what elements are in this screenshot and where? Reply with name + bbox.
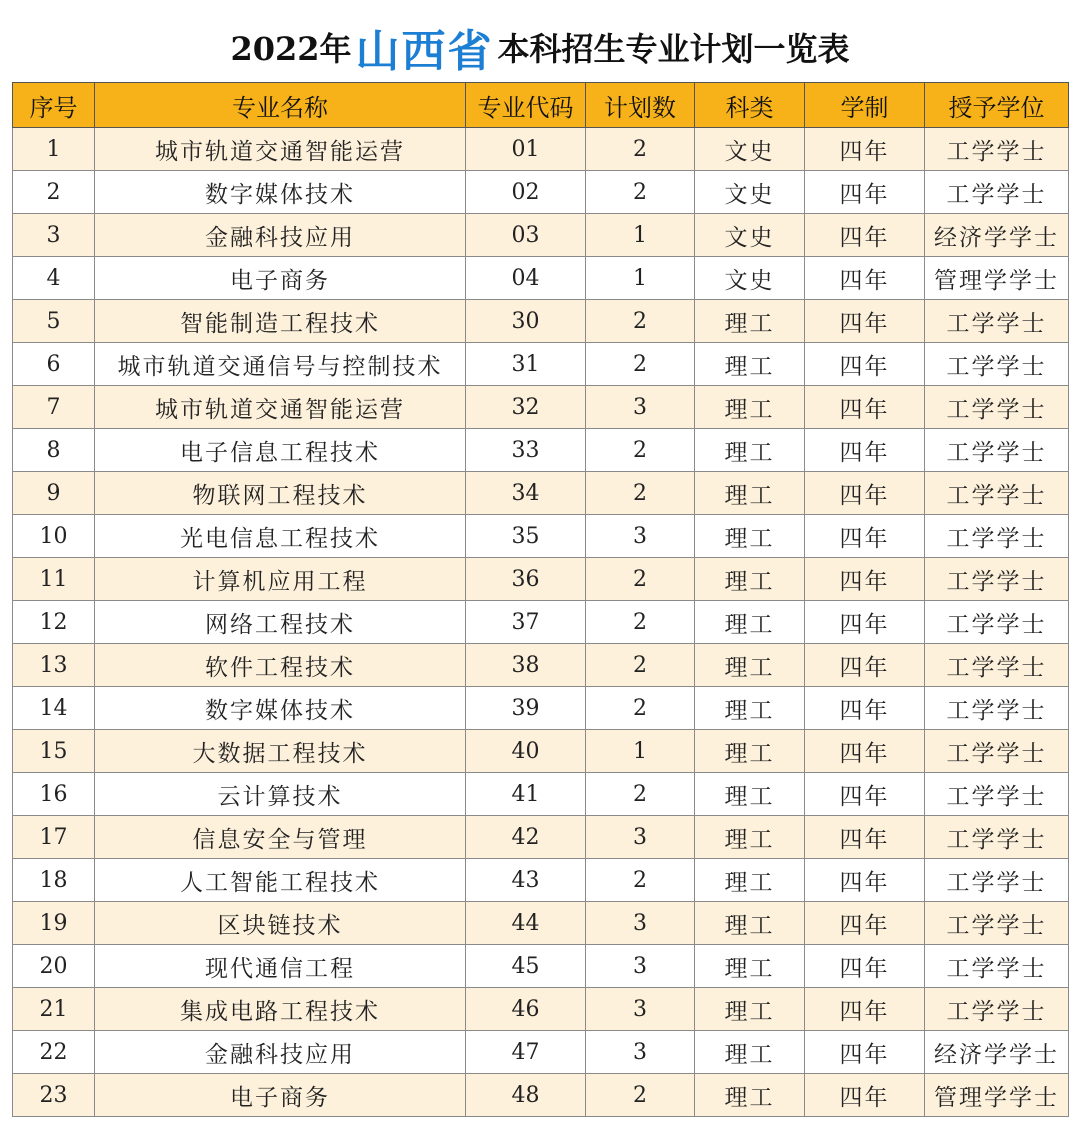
- cell-serial: 20: [13, 945, 95, 988]
- cell-degree: 工学学士: [925, 386, 1069, 429]
- cell-duration: 四年: [805, 1031, 925, 1074]
- cell-plan-count: 3: [586, 902, 695, 945]
- cell-duration: 四年: [805, 687, 925, 730]
- cell-category: 理工: [695, 859, 805, 902]
- cell-degree: 管理学学士: [925, 1074, 1069, 1117]
- cell-major-code: 35: [466, 515, 586, 558]
- cell-major-name: 数字媒体技术: [95, 687, 466, 730]
- cell-serial: 22: [13, 1031, 95, 1074]
- cell-major-name: 智能制造工程技术: [95, 300, 466, 343]
- table-row: [13, 214, 1069, 257]
- table-row: [13, 902, 1069, 945]
- header-serial: 序号: [13, 83, 95, 128]
- cell-major-name: 现代通信工程: [95, 945, 466, 988]
- cell-category: 文史: [695, 128, 805, 171]
- cell-serial: 17: [13, 816, 95, 859]
- table-row: [13, 1031, 1069, 1074]
- table-row: [13, 171, 1069, 214]
- cell-plan-count: 3: [586, 988, 695, 1031]
- cell-plan-count: 2: [586, 429, 695, 472]
- cell-degree: 工学学士: [925, 945, 1069, 988]
- cell-major-name: 区块链技术: [95, 902, 466, 945]
- cell-duration: 四年: [805, 730, 925, 773]
- cell-category: 理工: [695, 1074, 805, 1117]
- cell-serial: 14: [13, 687, 95, 730]
- cell-plan-count: 2: [586, 128, 695, 171]
- cell-major-code: 47: [466, 1031, 586, 1074]
- title-province: 山西省: [355, 26, 494, 77]
- title-year: 2022年: [230, 30, 352, 68]
- cell-duration: 四年: [805, 1074, 925, 1117]
- cell-plan-count: 3: [586, 515, 695, 558]
- cell-major-name: 集成电路工程技术: [95, 988, 466, 1031]
- cell-degree: 工学学士: [925, 171, 1069, 214]
- cell-plan-count: 2: [586, 644, 695, 687]
- cell-degree: 工学学士: [925, 644, 1069, 687]
- cell-serial: 12: [13, 601, 95, 644]
- cell-category: 理工: [695, 515, 805, 558]
- table-row: [13, 773, 1069, 816]
- page-title: [12, 12, 1068, 83]
- cell-major-name: 数字媒体技术: [95, 171, 466, 214]
- cell-degree: 经济学学士: [925, 1031, 1069, 1074]
- cell-serial: 19: [13, 902, 95, 945]
- header-major-code: 专业代码: [466, 83, 586, 128]
- cell-category: 理工: [695, 902, 805, 945]
- title-suffix: 本科招生专业计划一览表: [497, 30, 850, 68]
- cell-category: 理工: [695, 816, 805, 859]
- cell-serial: 9: [13, 472, 95, 515]
- table-row: [13, 945, 1069, 988]
- cell-serial: 10: [13, 515, 95, 558]
- cell-major-code: 33: [466, 429, 586, 472]
- cell-duration: 四年: [805, 472, 925, 515]
- cell-degree: 工学学士: [925, 730, 1069, 773]
- table-row: [13, 730, 1069, 773]
- cell-major-code: 48: [466, 1074, 586, 1117]
- cell-degree: 工学学士: [925, 472, 1069, 515]
- cell-major-name: 电子商务: [95, 1074, 466, 1117]
- cell-degree: 工学学士: [925, 816, 1069, 859]
- document-sheet: [12, 12, 1068, 1118]
- cell-major-code: 46: [466, 988, 586, 1031]
- cell-degree: 工学学士: [925, 859, 1069, 902]
- table-row: [13, 343, 1069, 386]
- table-row: [13, 859, 1069, 902]
- cell-degree: 工学学士: [925, 515, 1069, 558]
- cell-plan-count: 3: [586, 386, 695, 429]
- cell-category: 理工: [695, 773, 805, 816]
- cell-degree: 工学学士: [925, 429, 1069, 472]
- cell-serial: 13: [13, 644, 95, 687]
- cell-degree: 工学学士: [925, 300, 1069, 343]
- cell-plan-count: 2: [586, 601, 695, 644]
- cell-major-code: 43: [466, 859, 586, 902]
- cell-major-code: 02: [466, 171, 586, 214]
- header-duration: 学制: [805, 83, 925, 128]
- cell-major-code: 03: [466, 214, 586, 257]
- header-degree: 授予学位: [925, 83, 1069, 128]
- cell-duration: 四年: [805, 773, 925, 816]
- cell-major-name: 城市轨道交通信号与控制技术: [95, 343, 466, 386]
- cell-category: 理工: [695, 386, 805, 429]
- cell-major-name: 城市轨道交通智能运营: [95, 128, 466, 171]
- table-header-row: [13, 83, 1069, 128]
- cell-serial: 18: [13, 859, 95, 902]
- cell-plan-count: 2: [586, 472, 695, 515]
- cell-duration: 四年: [805, 902, 925, 945]
- cell-duration: 四年: [805, 601, 925, 644]
- cell-major-name: 云计算技术: [95, 773, 466, 816]
- cell-serial: 11: [13, 558, 95, 601]
- cell-major-name: 金融科技应用: [95, 214, 466, 257]
- cell-duration: 四年: [805, 816, 925, 859]
- cell-category: 理工: [695, 300, 805, 343]
- cell-major-code: 34: [466, 472, 586, 515]
- cell-serial: 7: [13, 386, 95, 429]
- cell-major-code: 38: [466, 644, 586, 687]
- cell-major-code: 37: [466, 601, 586, 644]
- cell-major-name: 电子商务: [95, 257, 466, 300]
- cell-duration: 四年: [805, 429, 925, 472]
- cell-major-name: 软件工程技术: [95, 644, 466, 687]
- cell-plan-count: 2: [586, 343, 695, 386]
- cell-plan-count: 3: [586, 816, 695, 859]
- table-row: [13, 1074, 1069, 1117]
- cell-serial: 3: [13, 214, 95, 257]
- table-row: [13, 515, 1069, 558]
- cell-major-code: 32: [466, 386, 586, 429]
- cell-category: 理工: [695, 472, 805, 515]
- cell-duration: 四年: [805, 558, 925, 601]
- table-row: [13, 128, 1069, 171]
- cell-category: 理工: [695, 343, 805, 386]
- cell-degree: 工学学士: [925, 687, 1069, 730]
- cell-major-code: 45: [466, 945, 586, 988]
- cell-serial: 16: [13, 773, 95, 816]
- cell-major-name: 信息安全与管理: [95, 816, 466, 859]
- cell-duration: 四年: [805, 214, 925, 257]
- cell-degree: 工学学士: [925, 343, 1069, 386]
- cell-major-name: 计算机应用工程: [95, 558, 466, 601]
- cell-duration: 四年: [805, 343, 925, 386]
- cell-major-name: 大数据工程技术: [95, 730, 466, 773]
- cell-plan-count: 2: [586, 1074, 695, 1117]
- cell-degree: 工学学士: [925, 988, 1069, 1031]
- cell-major-name: 城市轨道交通智能运营: [95, 386, 466, 429]
- table-row: [13, 988, 1069, 1031]
- cell-major-code: 42: [466, 816, 586, 859]
- cell-plan-count: 1: [586, 214, 695, 257]
- cell-serial: 2: [13, 171, 95, 214]
- cell-major-name: 金融科技应用: [95, 1031, 466, 1074]
- table-row: [13, 429, 1069, 472]
- cell-serial: 23: [13, 1074, 95, 1117]
- cell-category: 理工: [695, 988, 805, 1031]
- cell-degree: 经济学学士: [925, 214, 1069, 257]
- cell-category: 理工: [695, 1031, 805, 1074]
- cell-serial: 6: [13, 343, 95, 386]
- cell-serial: 1: [13, 128, 95, 171]
- cell-plan-count: 2: [586, 558, 695, 601]
- cell-plan-count: 2: [586, 300, 695, 343]
- cell-category: 文史: [695, 171, 805, 214]
- cell-category: 理工: [695, 558, 805, 601]
- cell-duration: 四年: [805, 515, 925, 558]
- cell-degree: 工学学士: [925, 558, 1069, 601]
- cell-category: 理工: [695, 687, 805, 730]
- cell-serial: 4: [13, 257, 95, 300]
- cell-plan-count: 3: [586, 1031, 695, 1074]
- cell-category: 理工: [695, 945, 805, 988]
- cell-plan-count: 1: [586, 257, 695, 300]
- cell-major-code: 41: [466, 773, 586, 816]
- header-major-name: 专业名称: [95, 83, 466, 128]
- cell-degree: 工学学士: [925, 773, 1069, 816]
- cell-duration: 四年: [805, 300, 925, 343]
- enrollment-plan-table: [12, 82, 1069, 1117]
- cell-degree: 工学学士: [925, 601, 1069, 644]
- table-row: [13, 472, 1069, 515]
- table-row: [13, 558, 1069, 601]
- cell-duration: 四年: [805, 644, 925, 687]
- cell-serial: 8: [13, 429, 95, 472]
- cell-major-code: 36: [466, 558, 586, 601]
- cell-serial: 21: [13, 988, 95, 1031]
- table-row: [13, 386, 1069, 429]
- table-row: [13, 644, 1069, 687]
- cell-duration: 四年: [805, 988, 925, 1031]
- cell-duration: 四年: [805, 171, 925, 214]
- cell-category: 理工: [695, 730, 805, 773]
- table-row: [13, 257, 1069, 300]
- header-plan-count: 计划数: [586, 83, 695, 128]
- cell-category: 理工: [695, 429, 805, 472]
- cell-duration: 四年: [805, 386, 925, 429]
- cell-degree: 工学学士: [925, 902, 1069, 945]
- cell-major-code: 31: [466, 343, 586, 386]
- cell-major-code: 40: [466, 730, 586, 773]
- cell-plan-count: 1: [586, 730, 695, 773]
- cell-duration: 四年: [805, 859, 925, 902]
- cell-major-code: 01: [466, 128, 586, 171]
- table-row: [13, 300, 1069, 343]
- cell-degree: 工学学士: [925, 128, 1069, 171]
- cell-category: 理工: [695, 601, 805, 644]
- cell-major-code: 30: [466, 300, 586, 343]
- cell-serial: 5: [13, 300, 95, 343]
- cell-major-code: 39: [466, 687, 586, 730]
- header-category: 科类: [695, 83, 805, 128]
- cell-plan-count: 2: [586, 773, 695, 816]
- cell-plan-count: 2: [586, 687, 695, 730]
- cell-degree: 管理学学士: [925, 257, 1069, 300]
- cell-duration: 四年: [805, 128, 925, 171]
- cell-major-name: 物联网工程技术: [95, 472, 466, 515]
- cell-plan-count: 2: [586, 859, 695, 902]
- table-body: [13, 128, 1069, 1117]
- cell-category: 文史: [695, 214, 805, 257]
- cell-category: 理工: [695, 644, 805, 687]
- cell-plan-count: 3: [586, 945, 695, 988]
- cell-category: 文史: [695, 257, 805, 300]
- cell-major-code: 04: [466, 257, 586, 300]
- cell-duration: 四年: [805, 945, 925, 988]
- table-row: [13, 601, 1069, 644]
- table-row: [13, 816, 1069, 859]
- cell-major-code: 44: [466, 902, 586, 945]
- cell-serial: 15: [13, 730, 95, 773]
- cell-major-name: 人工智能工程技术: [95, 859, 466, 902]
- cell-major-name: 光电信息工程技术: [95, 515, 466, 558]
- cell-plan-count: 2: [586, 171, 695, 214]
- cell-major-name: 电子信息工程技术: [95, 429, 466, 472]
- cell-major-name: 网络工程技术: [95, 601, 466, 644]
- cell-duration: 四年: [805, 257, 925, 300]
- table-row: [13, 687, 1069, 730]
